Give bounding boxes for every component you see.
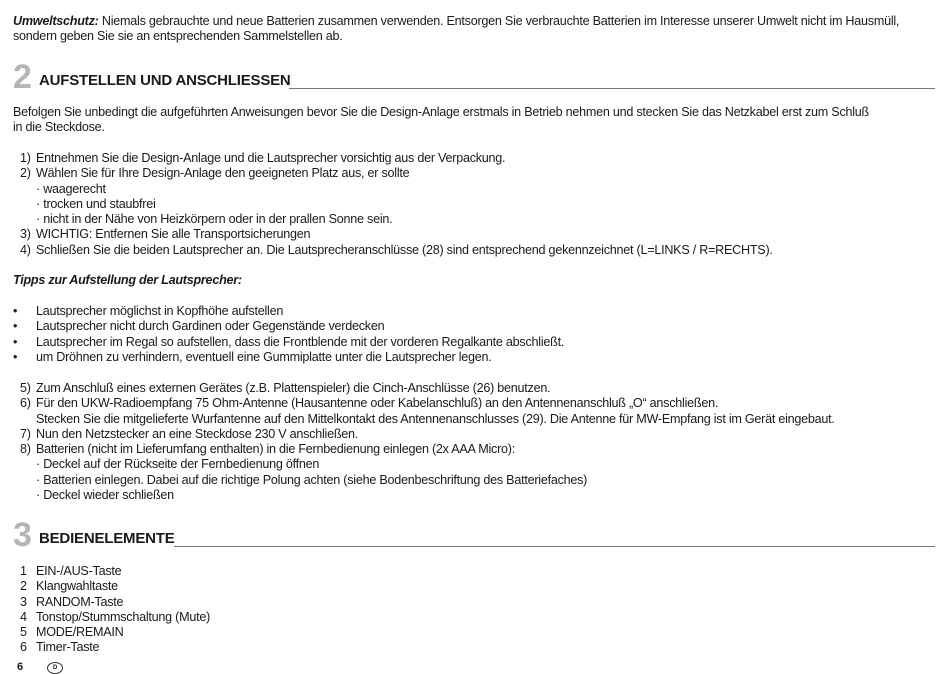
- page-number: 6: [17, 661, 23, 673]
- section-title: BEDIENELEMENTE: [39, 530, 175, 547]
- list-item: 4 Tonstop/Stummschaltung (Mute): [20, 609, 211, 624]
- paragraph-line: in die Steckdose.: [13, 120, 105, 135]
- environment-note-text: Niemals gebrauchte und neue Batterien zusammen verwenden. Entsorgen Sie verbrauchte Batterien im Interesse unserer Umwelt nicht im Hausmüll,: [98, 14, 900, 28]
- environment-note: [13, 14, 935, 45]
- list-item: 2) Wählen Sie für Ihre Design-Anlage den geeigneten Platz aus, er sollte: [20, 166, 410, 181]
- list-item: 7) Nun den Netzstecker an eine Steckdose 230 V anschließen.: [20, 426, 359, 441]
- bullet-item: • Lautsprecher nicht durch Gardinen oder Gegenstände verdecken: [13, 319, 385, 334]
- setup-steps-1-4: [13, 151, 935, 258]
- list-item: 8) Batterien (nicht im Lieferumfang enthalten) in die Fernbedienung einlegen (2x AAA Micro):: [20, 442, 515, 457]
- controls-list: [13, 564, 935, 656]
- environment-note-label: Umweltschutz:: [13, 14, 99, 28]
- bullet-item: • Lautsprecher möglichst in Kopfhöhe aufstellen: [13, 304, 284, 318]
- section-number: 3: [13, 516, 32, 554]
- bullet-item: • Lautsprecher im Regal so aufstellen, dass die Frontblende mit der vorderen Regalkante abschließt.: [13, 334, 565, 349]
- paragraph-line: Befolgen Sie unbedingt die aufgeführten Anweisungen bevor Sie die Design-Anlage erstmals in Betrieb nehmen und stecken Sie das Netzkabel erst zum Schluß: [13, 105, 869, 119]
- list-item-continuation: Stecken Sie die mitgelieferte Wurfantenne auf den Mittelkontakt des Antennenanschlusses (29). Die Antenne für MW-Empfang ist im Gerät eingebaut.: [36, 411, 835, 426]
- list-item: 3 RANDOM-Taste: [20, 594, 124, 609]
- list-item: 5) Zum Anschluß eines externen Gerätes (z.B. Plattenspieler) die Cinch-Anschlüsse (26) benutzen.: [20, 381, 551, 395]
- tips-list: [13, 304, 935, 365]
- list-item: 6 Timer-Taste: [20, 640, 100, 655]
- section-2-intro: [13, 105, 935, 136]
- list-item: 3) WICHTIG: Entfernen Sie alle Transportsicherungen: [20, 227, 311, 242]
- setup-steps-5-8: [13, 381, 935, 503]
- bullet-icon: •: [13, 349, 18, 364]
- section-divider: [289, 88, 935, 89]
- sub-list-item: · Batterien einlegen. Dabei auf die richtige Polung achten (siehe Bodenbeschriftung des Batteriefaches): [36, 472, 588, 487]
- tips-heading-text: Tipps zur Aufstellung der Lautsprecher:: [13, 273, 242, 287]
- section-number: 2: [13, 58, 32, 96]
- section-title: AUFSTELLEN UND ANSCHLIESSEN: [39, 72, 291, 89]
- list-item: 1) Entnehmen Sie die Design-Anlage und die Lautsprecher vorsichtig aus der Verpackung.: [20, 151, 506, 165]
- bullet-icon: •: [13, 334, 18, 349]
- sub-list-item: · Deckel auf der Rückseite der Fernbedienung öffnen: [36, 457, 320, 472]
- list-item: 1 EIN-/AUS-Taste: [20, 564, 122, 578]
- bullet-item: • um Dröhnen zu verhindern, eventuell eine Gummiplatte unter die Lautsprecher legen.: [13, 349, 492, 364]
- sub-list-item: · nicht in der Nähe von Heizkörpern oder in der prallen Sonne sein.: [36, 212, 393, 227]
- tips-heading: [13, 273, 935, 288]
- list-item: 6) Für den UKW-Radioempfang 75 Ohm-Antenne (Hausantenne oder Kabelanschluß) an den Antennenanschluß „O“ anschließen.: [20, 396, 719, 411]
- sub-list-item: · trocken und staubfrei: [36, 196, 156, 211]
- environment-note-text-2: sondern geben Sie sie an entsprechenden Sammelstellen ab.: [13, 29, 343, 44]
- list-item: 5 MODE/REMAIN: [20, 625, 124, 640]
- list-item: 2 Klangwahltaste: [20, 579, 118, 594]
- bullet-icon: •: [13, 304, 18, 318]
- section-divider: [174, 546, 935, 547]
- sub-list-item: · Deckel wieder schließen: [36, 488, 174, 503]
- bullet-icon: •: [13, 319, 18, 334]
- list-item: 4) Schließen Sie die beiden Lautsprecher an. Die Lautsprecheranschlüsse (28) sind entsprechend gekennzeichnet (L=LINKS / R=RECHTS).: [20, 242, 773, 257]
- germany-region-icon: D: [47, 662, 63, 674]
- section-2-heading: [13, 60, 935, 94]
- sub-list-item: · waagerecht: [36, 181, 106, 196]
- section-3-heading: [13, 518, 935, 552]
